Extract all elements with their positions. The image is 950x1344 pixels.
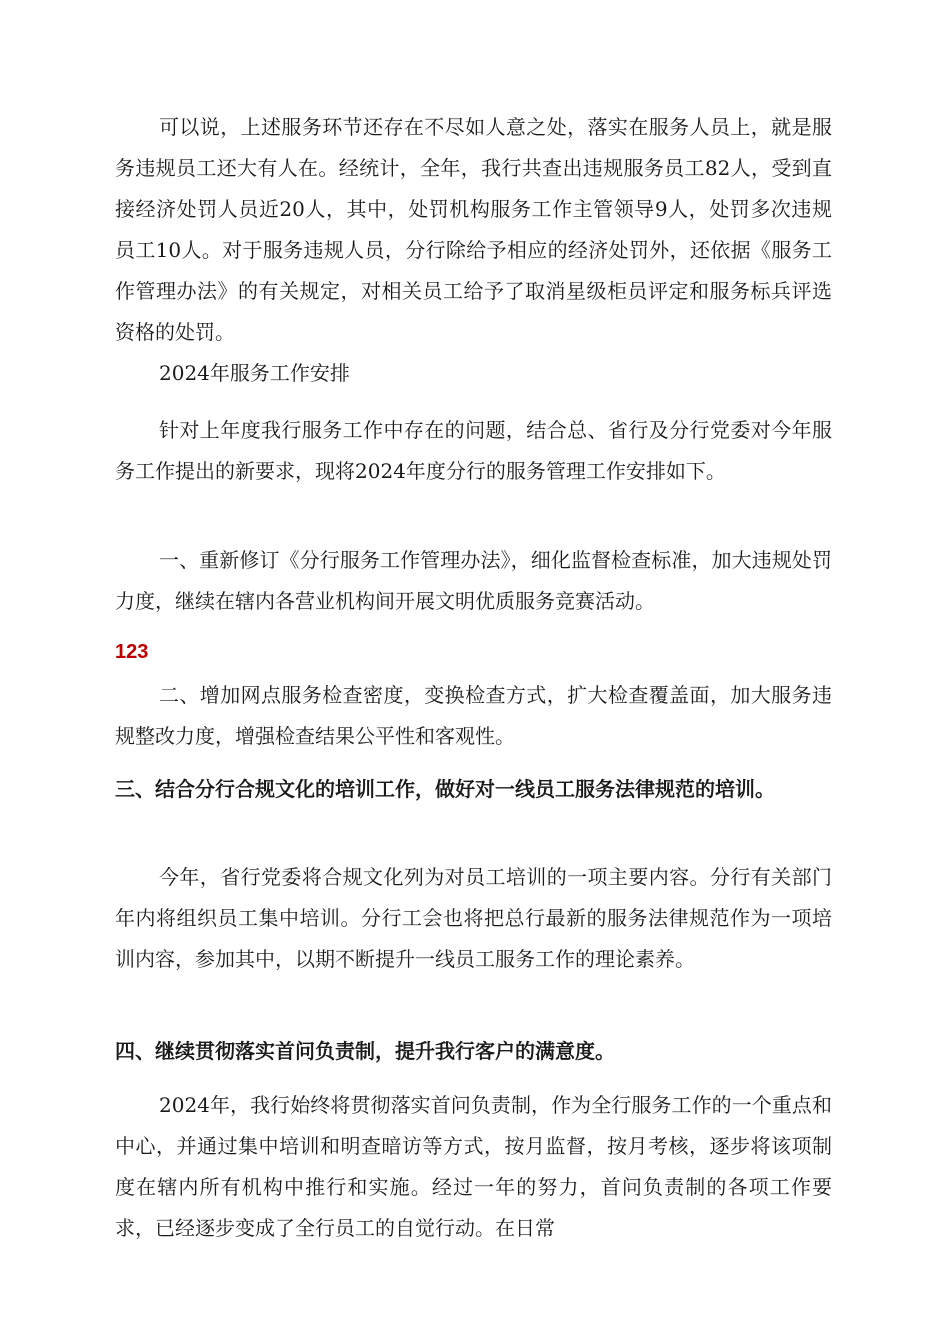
- paragraph-first-inquiry: 2024年，我行始终将贯彻落实首问负责制，作为全行服务工作的一个重点和中心，并通过集中培训和明查暗访等方式，按月监督，按月考核，逐步将该项制度在辖内所有机构中推行和实施。经过一年的努力，首问负责制的各项工作要求，已经逐步变成了全行员工的自觉行动。在日常: [115, 1093, 832, 1240]
- section-title-2024-plan: 2024年服务工作安排: [159, 361, 350, 385]
- heading-item-three: 三、结合分行合规文化的培训工作，做好对一线员工服务法律规范的培训。: [115, 777, 775, 801]
- paragraph-training: 今年，省行党委将合规文化列为对员工培训的一项主要内容。分行有关部门年内将组织员工集中培训。分行工会也将把总行最新的服务法律规范作为一项培训内容，参加其中，以期不断提升一线员工服务工作的理论素养。: [115, 865, 832, 971]
- paragraph-plan-intro: 针对上年度我行服务工作中存在的问题，结合总、省行及分行党委对今年服务工作提出的新要求，现将2024年度分行的服务管理工作安排如下。: [115, 418, 832, 483]
- heading-item-four: 四、继续贯彻落实首问负责制，提升我行客户的满意度。: [115, 1039, 615, 1063]
- red-marker-text: 123: [115, 641, 149, 663]
- paragraph-item-one: 一、重新修订《分行服务工作管理办法》，细化监督检查标准，加大违规处罚力度，继续在辖内各营业机构间开展文明优质服务竞赛活动。: [115, 548, 832, 613]
- paragraph-violations-summary: 可以说，上述服务环节还存在不尽如人意之处，落实在服务人员上，就是服务违规员工还大有人在。经统计，全年，我行共查出违规服务员工82人，受到直接经济处罚人员近20人，其中，处罚机构服务工作主管领导9人，处罚多次违规员工10人。对于服务违规人员，分行除给予相应的经济处罚外，还依据《服务工作管理办法》的有关规定，对相关员工给予了取消星级柜员评定和服务标兵评选资格的处罚。: [115, 115, 832, 344]
- paragraph-item-two: 二、增加网点服务检查密度，变换检查方式，扩大检查覆盖面，加大服务违规整改力度，增强检查结果公平性和客观性。: [115, 683, 832, 748]
